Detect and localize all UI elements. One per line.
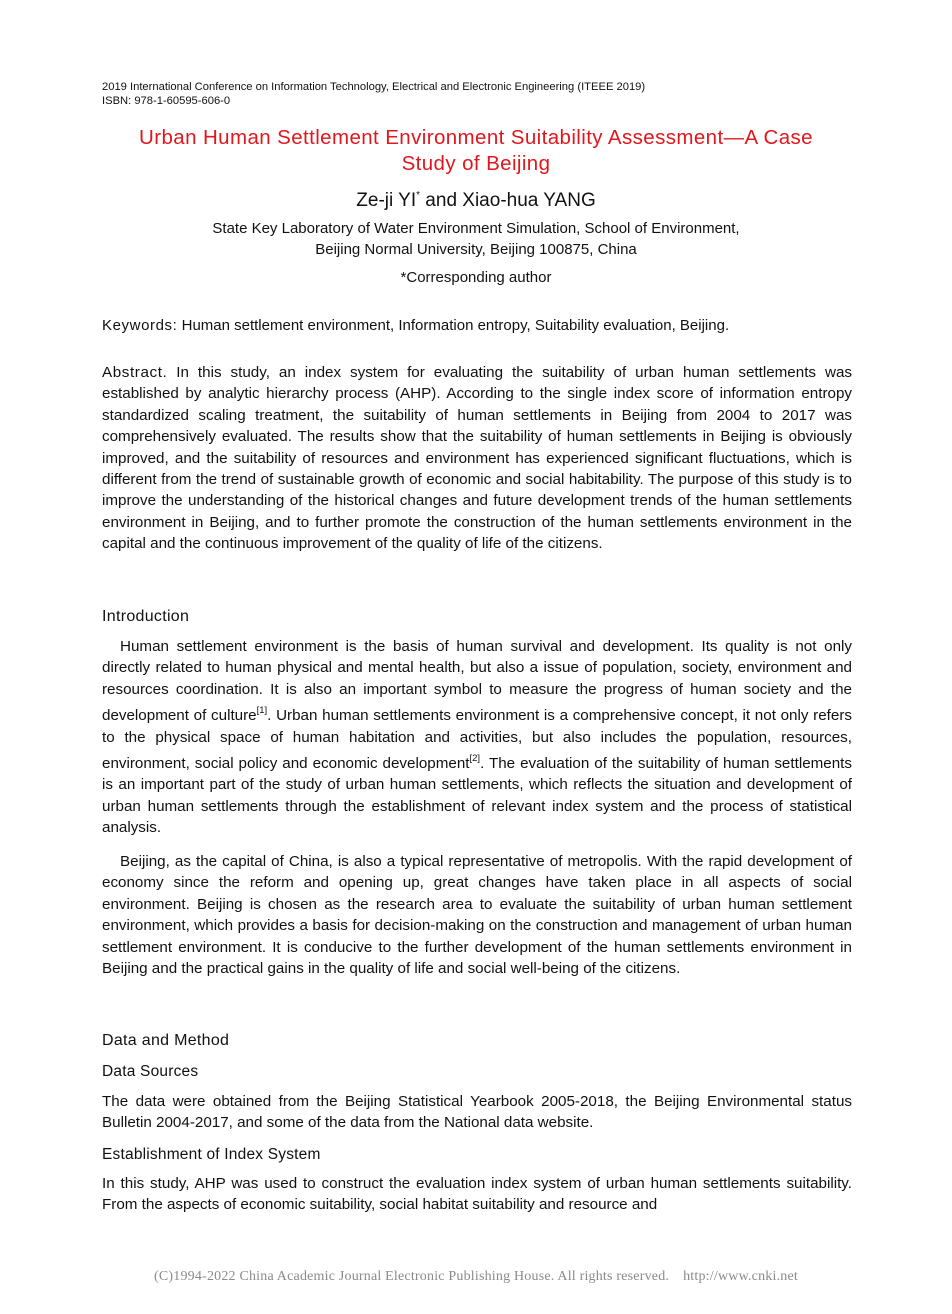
- intro-p1-text-c: . The evaluation of the suitability of human settlements is an important part of the study of urban human settlements, which reflects the situation and development of urban human settlements through the establishment of relevant index system and the process of statistical analysis.: [102, 755, 852, 837]
- data-method-heading: Data and Method: [102, 1032, 230, 1049]
- citation-1: [1]: [256, 705, 268, 717]
- author-first: Ze-ji YI: [356, 190, 417, 211]
- title-line-2: Study of Beijing: [401, 152, 551, 175]
- introduction-heading: Introduction: [102, 608, 190, 625]
- data-sources-heading: Data Sources: [102, 1063, 199, 1080]
- conference-name: 2019 International Conference on Information Technology, Electrical and Electronic Engineering (ITEEE 2019): [102, 81, 646, 93]
- isbn: ISBN: 978-1-60595-606-0: [102, 95, 231, 107]
- intro-p1-text-b: . Urban human settlements environment is a comprehensive concept, it not only refers to the physical space of human habitation and activities, but also includes the population, resources, environment, social policy and economic development: [102, 707, 852, 773]
- introduction-paragraph-2: Beijing, as the capital of China, is also a typical representative of metropolis. With the rapid development of economy since the reform and opening up, great changes have taken place in all aspects of social environment. Beijing is chosen as the research area to evaluate the suitability of urban human settlement environment, which provides a basis for decision-making on the construction and management of urban human settlement environment. It is conducive to the further development of the human settlements environment in Beijing and the practical gains in the quality of life and social well-being of the citizens.: [102, 853, 852, 978]
- corresponding-author-note: *Corresponding author: [400, 269, 552, 286]
- conference-header: [102, 80, 645, 108]
- keywords-text: Human settlement environment, Information entropy, Suitability evaluation, Beijing.: [177, 317, 730, 334]
- abstract-label: Abstract.: [102, 364, 168, 381]
- corresponding-marker: *: [416, 190, 421, 201]
- citation-2: [2]: [469, 753, 481, 765]
- affiliation: [100, 219, 852, 260]
- title-line-1: Urban Human Settlement Environment Suitability Assessment—A Case: [139, 126, 813, 149]
- intro-p1-text-a: Human settlement environment is the basis of human survival and development. Its quality is not only directly related to human physical and mental health, but also a issue of population, society, environment and resources coordination. It is also an important symbol to measure the progress of human society and the development of culture: [102, 638, 852, 725]
- index-system-heading: Establishment of Index System: [102, 1146, 321, 1163]
- introduction-paragraph-1: [102, 636, 852, 839]
- footer-url[interactable]: http://www.cnki.net: [683, 1269, 798, 1284]
- affiliation-line-1: State Key Laboratory of Water Environment Simulation, School of Environment,: [212, 220, 740, 237]
- abstract-text: In this study, an index system for evaluating the suitability of urban human settlements was established by analytic hierarchy process (AHP). According to the single index score of information entropy standardized scaling treatment, the suitability of human settlements in Beijing from 2004 to 2017 was comprehensively evaluated. The results show that the suitability of human settlements in Beijing is obviously improved, and the suitability of resources and environment has experienced significant fluctuations, which is different from the trend of sustainable growth of economic and social habitability. The purpose of this study is to improve the understanding of the historical changes and future development trends of the human settlements environment in Beijing, and to further promote the construction of the human settlements environment in the capital and the continuous improvement of the quality of life of the citizens.: [102, 364, 852, 553]
- copyright-text: (C)1994-2022 China Academic Journal Electronic Publishing House. All rights reserved.: [154, 1269, 670, 1284]
- keywords: [102, 316, 854, 336]
- data-sources-paragraph: The data were obtained from the Beijing Statistical Yearbook 2005-2018, the Beijing Environmental status Bulletin 2004-2017, and some of the data from the National data website.: [102, 1093, 852, 1132]
- copyright-footer: [0, 1269, 952, 1285]
- abstract: [102, 362, 852, 555]
- author-rest: and Xiao-hua YANG: [420, 190, 596, 211]
- keywords-label: Keywords:: [102, 317, 178, 334]
- paper-title: [100, 125, 852, 177]
- authors: [100, 184, 852, 213]
- affiliation-line-2: Beijing Normal University, Beijing 100875, China: [315, 240, 637, 258]
- index-system-paragraph: In this study, AHP was used to construct the evaluation index system of urban human settlements suitability. From the aspects of economic suitability, social habitat suitability and resource and: [102, 1175, 852, 1214]
